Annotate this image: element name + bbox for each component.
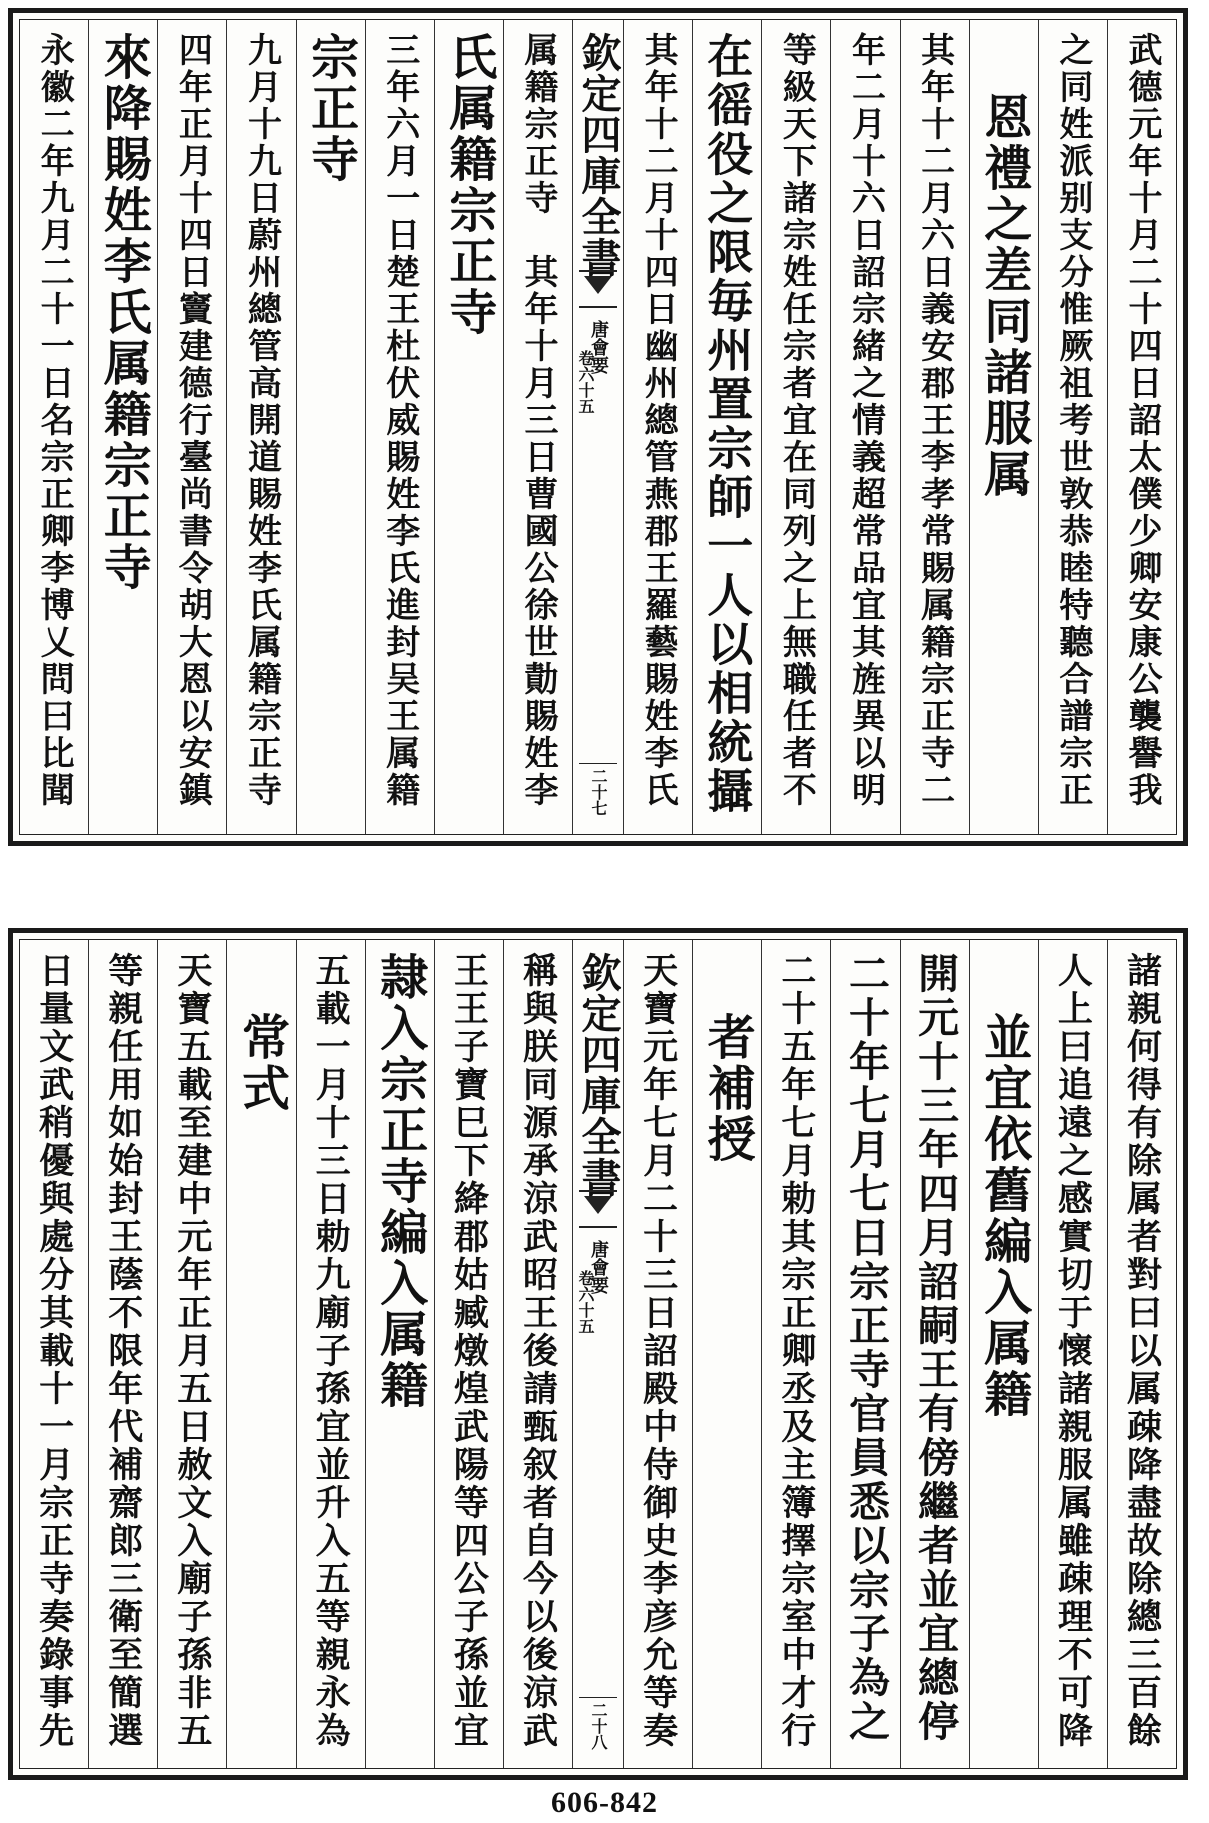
text-column xyxy=(830,20,899,834)
column-text: 常式 xyxy=(233,1012,290,1114)
lower-leaf-columns xyxy=(20,940,1176,1768)
column-text: 二十年七月七日宗正寺官員悉以宗子為之 xyxy=(841,952,890,1744)
text-column xyxy=(503,20,572,834)
column-text: 永徽二年九月二十一日名宗正卿李博乂問曰比聞 xyxy=(34,32,75,809)
series-title: 欽定四庫全書 xyxy=(575,952,622,1198)
center-fold-column xyxy=(572,20,623,834)
column-text: 者補授 xyxy=(699,1012,756,1165)
column-text: 其年十二月十四日幽州總管燕郡王羅藝賜姓李氏 xyxy=(638,32,679,809)
text-column xyxy=(20,20,88,834)
upper-leaf-columns xyxy=(20,20,1176,834)
column-text: 四年正月十四日竇建德行臺尚書令胡大恩以安鎮 xyxy=(172,32,213,809)
column-text: 武德元年十月二十四日詔太僕少卿安康公襲譽我 xyxy=(1121,32,1162,809)
column-text: 稱與朕同源承涼武昭王後請甄叙者自今以後涼武 xyxy=(517,952,559,1750)
column-text: 隷入宗正寺編入属籍 xyxy=(371,952,428,1411)
leaf-number: 二十八 xyxy=(589,1702,608,1750)
lower-leaf-frame xyxy=(19,939,1177,1769)
text-column xyxy=(157,940,226,1768)
upper-leaf-frame xyxy=(19,19,1177,835)
volume-label: 卷六十五 xyxy=(576,350,595,414)
lower-leaf xyxy=(8,928,1188,1780)
text-column xyxy=(1107,940,1176,1768)
text-column xyxy=(365,20,434,834)
text-column xyxy=(20,940,88,1768)
text-column xyxy=(623,20,692,834)
column-text: 恩禮之差同諸服属 xyxy=(975,92,1032,500)
column-text: 諸親何得有除属者對曰以属疎降盡故除總三百餘 xyxy=(1121,952,1163,1750)
column-text: 属籍宗正寺 其年十月三日曹國公徐世勣賜姓李 xyxy=(517,32,558,809)
column-text: 來降賜姓李氏属籍宗正寺 xyxy=(95,32,152,593)
text-column xyxy=(692,20,761,834)
leaf-rule xyxy=(579,763,617,764)
upper-leaf xyxy=(8,8,1188,846)
text-column xyxy=(900,20,969,834)
column-text: 宗正寺 xyxy=(302,32,359,185)
text-column xyxy=(692,940,761,1768)
text-column xyxy=(503,940,572,1768)
text-column xyxy=(1038,20,1107,834)
volume-label: 卷六十五 xyxy=(576,1270,595,1334)
fishtail-mark xyxy=(579,270,617,308)
column-text: 九月十九日蔚州總管高開道賜姓李氏属籍宗正寺 xyxy=(241,32,282,809)
column-text: 天寶元年七月二十三日詔殿中侍御史李彦允等奏 xyxy=(637,952,679,1750)
text-column xyxy=(157,20,226,834)
text-column xyxy=(365,940,434,1768)
text-column xyxy=(434,940,503,1768)
text-column xyxy=(1107,20,1176,834)
column-text: 之同姓派别支分惟厥祖考世敦恭睦特聽合譜宗正 xyxy=(1052,32,1093,809)
column-text: 開元十三年四月詔嗣王有傍繼者並宜總停 xyxy=(911,952,960,1744)
text-column xyxy=(1038,940,1107,1768)
column-text: 三年六月一日楚王杜伏威賜姓李氏進封吴王属籍 xyxy=(379,32,420,809)
book-title: 唐會要 xyxy=(588,1240,609,1294)
column-text: 其年十二月六日義安郡王李孝常賜属籍宗正寺二 xyxy=(914,32,955,809)
column-text: 五載一月十三日勅九廟子孫宜並升入五等親永為 xyxy=(310,952,352,1750)
text-column xyxy=(88,20,157,834)
text-column xyxy=(761,20,830,834)
column-text: 等親任用如始封王蔭不限年代補齋郎三衛至簡選 xyxy=(102,952,144,1750)
center-fold-column xyxy=(572,940,623,1768)
column-text: 氏属籍宗正寺 xyxy=(440,32,497,338)
text-column xyxy=(969,20,1038,834)
fishtail-mark xyxy=(579,1190,617,1228)
text-column xyxy=(830,940,899,1768)
column-text: 日量文武稍優與處分其載十一月宗正寺奏錄事先 xyxy=(33,952,75,1750)
text-column xyxy=(296,940,365,1768)
column-text: 並宜依舊編入属籍 xyxy=(975,1012,1032,1420)
text-column xyxy=(900,940,969,1768)
column-text: 年二月十六日詔宗緒之情義超常品宜其旌異以明 xyxy=(845,32,886,809)
column-text: 二十五年七月勅其宗正卿丞及主簿擇宗室中才行 xyxy=(775,952,817,1750)
text-column xyxy=(623,940,692,1768)
page-number: 606-842 xyxy=(551,1786,658,1819)
column-text: 等級天下諸宗姓任宗者宜在同列之上無職任者不 xyxy=(776,32,817,809)
column-text: 天寶五載至建中元年正月五日赦文入廟子孫非五 xyxy=(171,952,213,1750)
text-column xyxy=(226,940,295,1768)
leaf-rule xyxy=(579,1697,617,1698)
column-text: 在徭役之限毎州置宗師一人以相統攝 xyxy=(700,32,755,816)
text-column xyxy=(434,20,503,834)
text-column xyxy=(88,940,157,1768)
text-column xyxy=(296,20,365,834)
column-text: 王王子寶巳下絳郡姑臧燉煌武陽等四公子孫並宜 xyxy=(448,952,490,1750)
series-title: 欽定四庫全書 xyxy=(575,32,622,278)
text-column xyxy=(761,940,830,1768)
book-title: 唐會要 xyxy=(588,320,609,374)
text-column xyxy=(226,20,295,834)
column-text: 人上曰追遠之感實切于懷諸親服属雖疎理不可降 xyxy=(1052,952,1094,1750)
leaf-number: 二十七 xyxy=(589,768,608,816)
text-column xyxy=(969,940,1038,1768)
